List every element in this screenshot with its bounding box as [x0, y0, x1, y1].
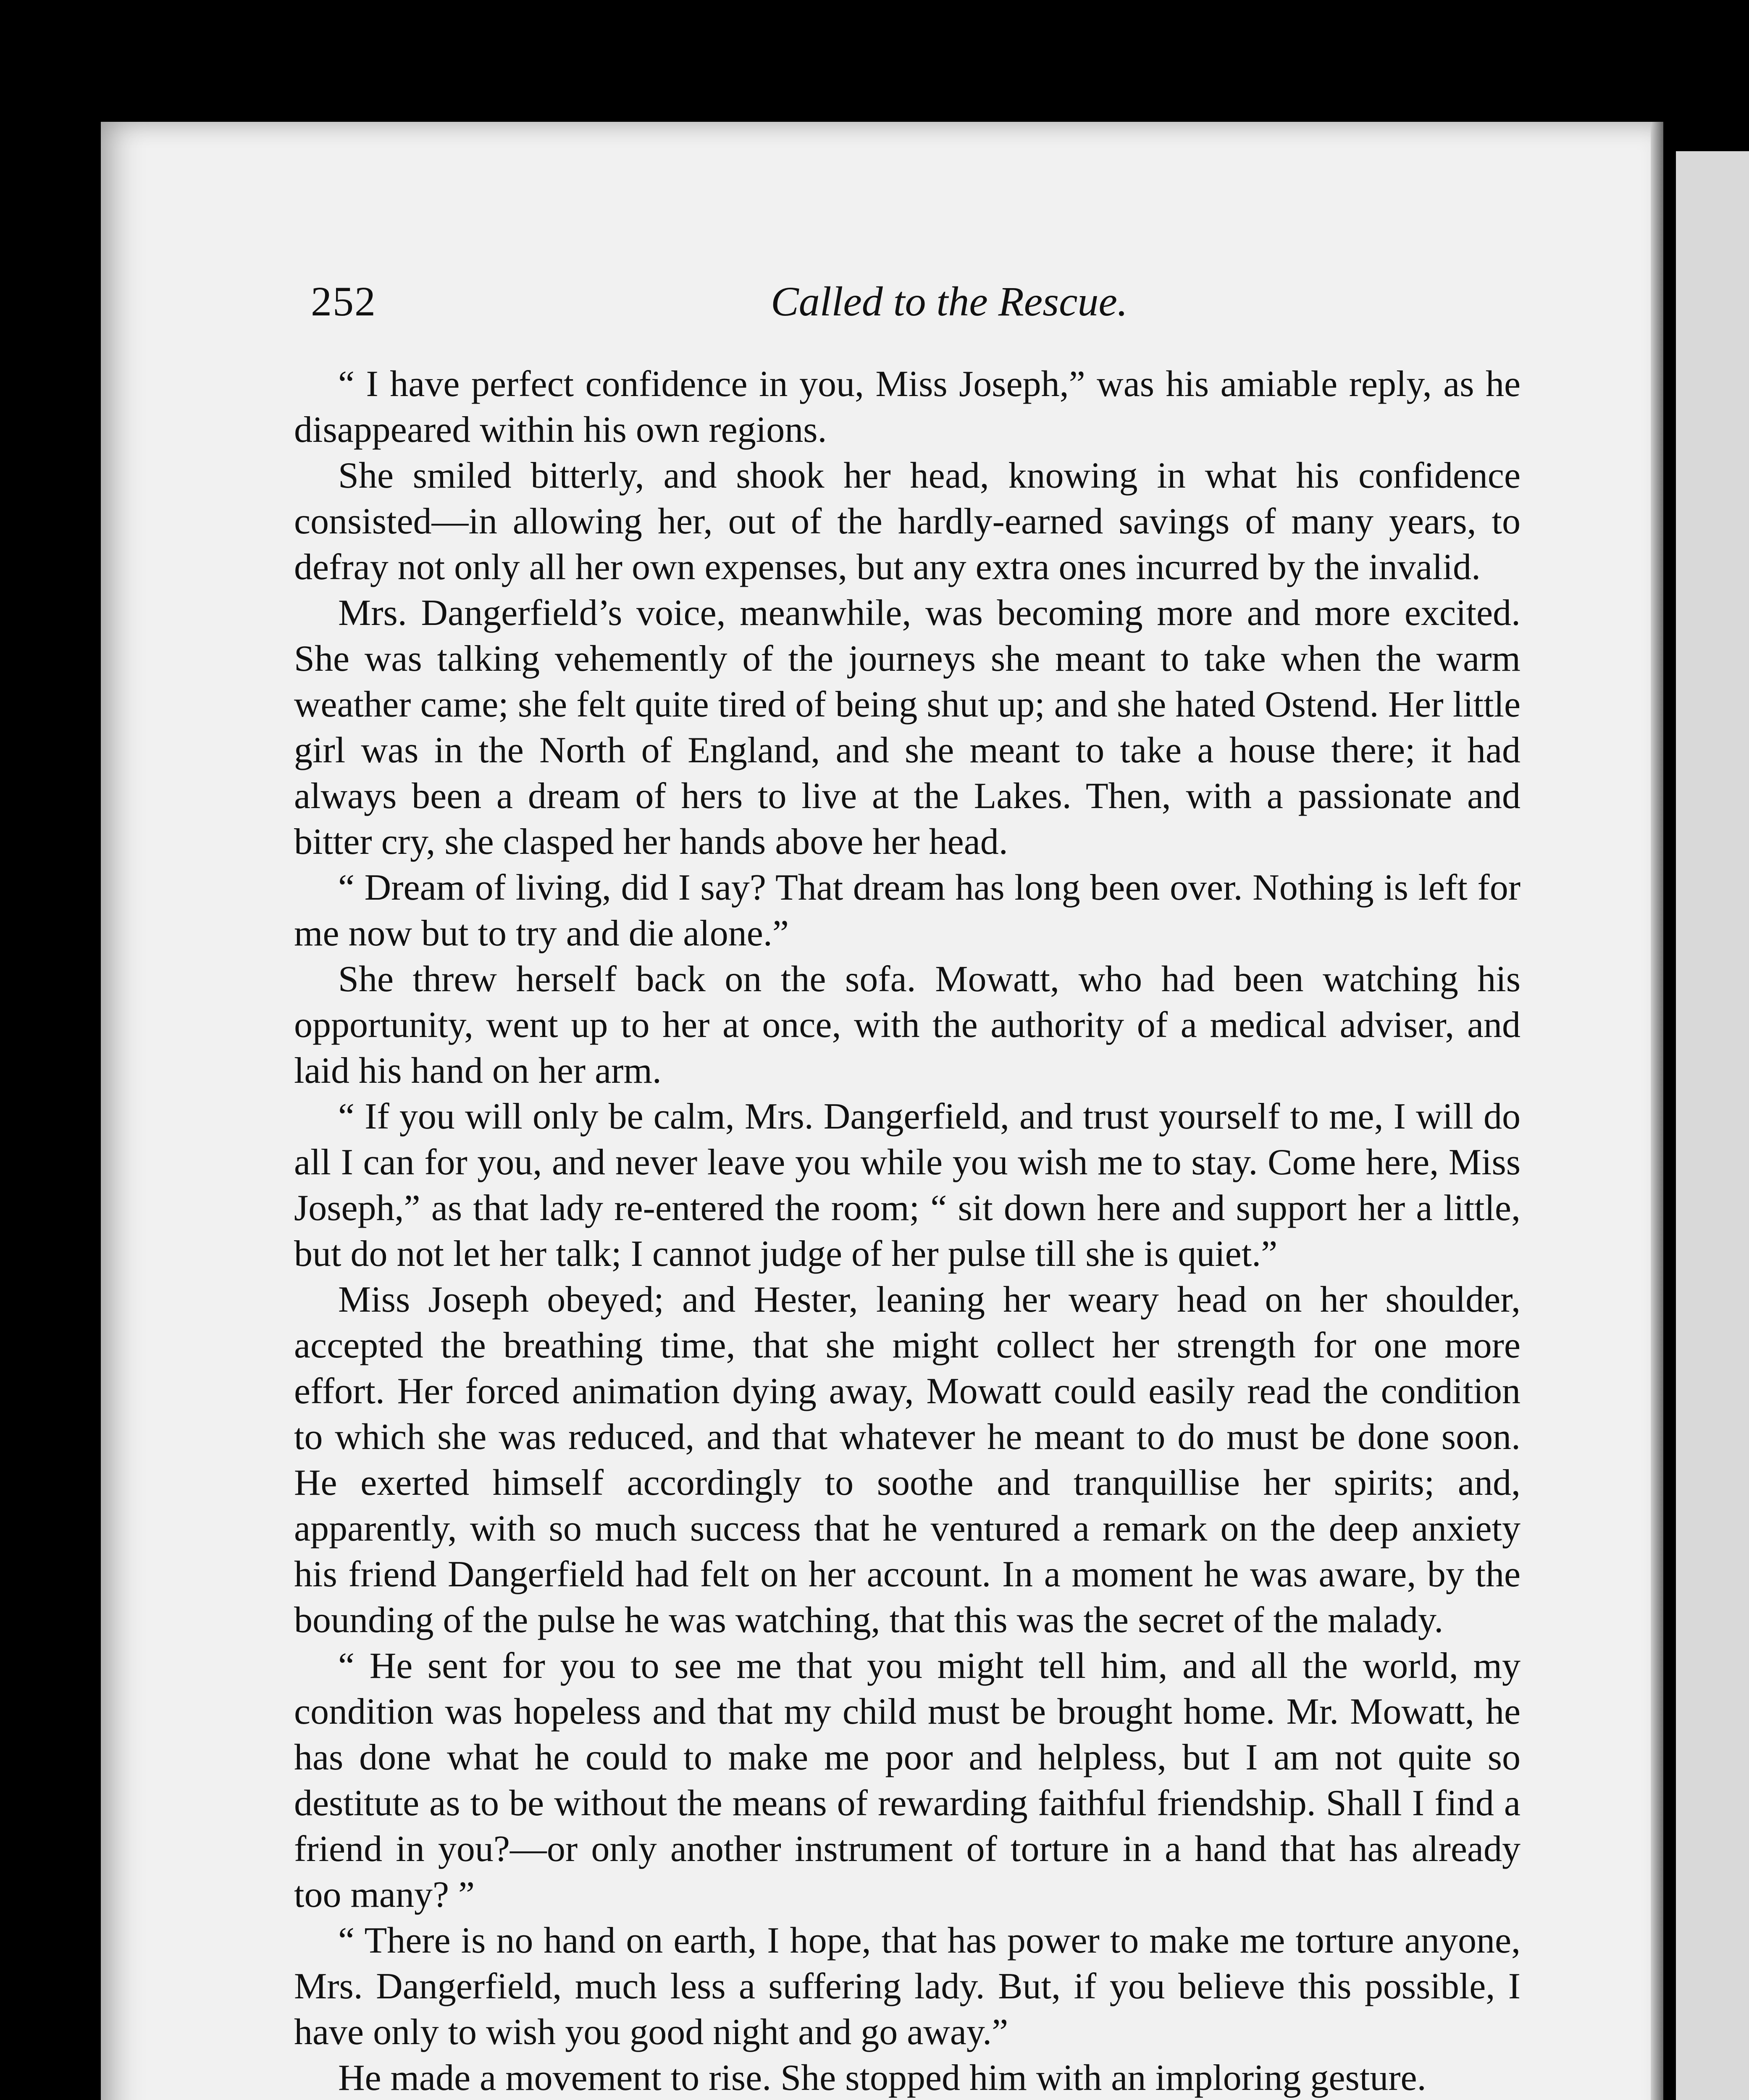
paragraph: “ There is no hand on earth, I hope, that has power to make me torture anyone, Mrs. Dangerfield, much less a suffering lady. But, if you believe this possible, I have only to wish you good night and go away.” [294, 1920, 1521, 2053]
page-header [311, 277, 1516, 336]
body-text [294, 361, 1521, 2100]
paragraph: “ He sent for you to see me that you might tell him, and all the world, my condition was hopeless and that my child must be brought home. Mr. Mowatt, he has done what he could to make me poor and helpless, but I am not quite so destitute as to be without the means of rewarding faithful friendship. Shall I find a friend in you?—or only another instrument of torture in a hand that has already too many? ” [294, 1646, 1521, 1915]
facing-page-edge [1676, 151, 1749, 2100]
paragraph: “ I have perfect confidence in you, Miss Joseph,” was his amiable reply, as he disappeared within his own regions. [294, 364, 1521, 450]
page-number: 252 [311, 278, 376, 325]
paragraph: “ If you will only be calm, Mrs. Dangerfield, and trust yourself to me, I will do all I can for you, and never leave you while you wish me to stay. Come here, Miss Joseph,” as that lady re-entered the room; “ sit down here and support her a little, but do not let her talk; I cannot judge of her pulse till she is quiet.” [294, 1096, 1521, 1274]
paragraph: He made a movement to rise. She stopped him with an imploring gesture. [338, 2058, 1426, 2098]
paragraph: “ Dream of living, did I say? That dream has long been over. Nothing is left for me now but to try and die alone.” [294, 867, 1521, 954]
paragraph: Mrs. Dangerfield’s voice, meanwhile, was becoming more and more excited. She was talking vehemently of the journeys she meant to take when the warm weather came; she felt quite tired of being shut up; and she hated Ostend. Her little girl was in the North of England, and she meant to take a house there; it had always been a dream of hers to live at the Lakes. Then, with a passionate and bitter cry, she clasped her hands above her head. [294, 593, 1521, 862]
page-gutter [1651, 122, 1663, 2100]
paragraph: Miss Joseph obeyed; and Hester, leaning her weary head on her shoulder, accepted the breathing time, that she might collect her strength for one more effort. Her forced animation dying away, Mowatt could easily read the condition to which she was reduced, and that whatever he meant to do must be done soon. He exerted himself accordingly to soothe and tranquillise her spirits; and, apparently, with so much success that he ventured a remark on the deep anxiety his friend Dangerfield had felt on her account. In a moment he was aware, by the bounding of the pulse he was watching, that this was the secret of the malady. [294, 1279, 1521, 1641]
running-title: Called to the Rescue. [771, 278, 1128, 325]
paragraph: She smiled bitterly, and shook her head, knowing in what his confidence consisted—in allowing her, out of the hardly-earned savings of many years, to defray not only all her own expenses, but any extra ones incurred by the invalid. [294, 455, 1521, 588]
paragraph: She threw herself back on the sofa. Mowatt, who had been watching his opportunity, went up to her at once, with the authority of a medical adviser, and laid his hand on her arm. [294, 959, 1521, 1091]
